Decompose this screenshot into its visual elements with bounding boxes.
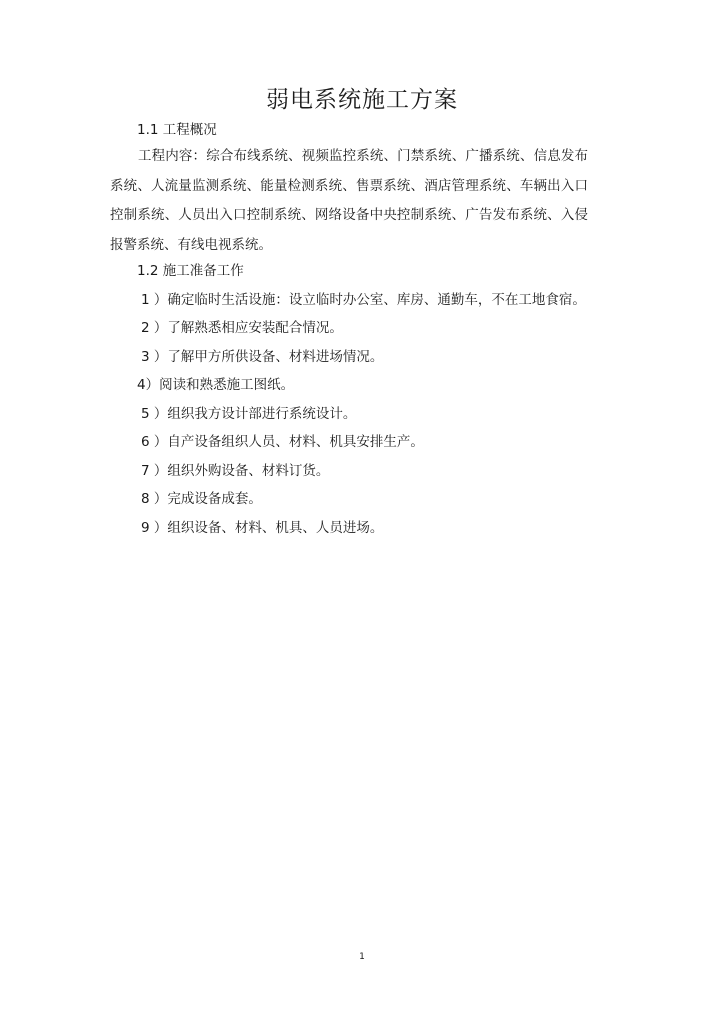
section-heading-preparation: 1.2 施工准备工作 bbox=[137, 263, 244, 279]
document-title: 弱电系统施工方案 bbox=[266, 87, 458, 113]
preparation-item: 7 ）组织外购设备、材料订货。 bbox=[141, 463, 330, 479]
preparation-item: 5 ）组织我方设计部进行系统设计。 bbox=[141, 406, 357, 422]
page-number: 1 bbox=[359, 952, 365, 962]
section-heading-overview: 1.1 工程概况 bbox=[137, 122, 217, 138]
project-content-paragraph: 工程内容：综合布线系统、视频监控系统、门禁系统、广播系统、信息发布系统、人流量监测系统、能量检测系统、售票系统、酒店管理系统、车辆出入口控制系统、人员出入口控制系统、网络设备中央控制系统、广告发布系统、入侵报警系统、有线电视系统。 bbox=[110, 148, 588, 253]
preparation-item: 1 ）确定临时生活设施：设立临时办公室、库房、通勤车，不在工地食宿。 bbox=[141, 292, 586, 308]
preparation-item: 2 ）了解熟悉相应安装配合情况。 bbox=[141, 320, 343, 336]
preparation-item: 6 ）自产设备组织人员、材料、机具安排生产。 bbox=[141, 434, 424, 450]
preparation-item: 8 ）完成设备成套。 bbox=[141, 491, 262, 507]
preparation-item: 3 ）了解甲方所供设备、材料进场情况。 bbox=[141, 349, 384, 365]
preparation-item: 4）阅读和熟悉施工图纸。 bbox=[137, 377, 295, 393]
preparation-item: 9 ）组织设备、材料、机具、人员进场。 bbox=[141, 520, 384, 536]
